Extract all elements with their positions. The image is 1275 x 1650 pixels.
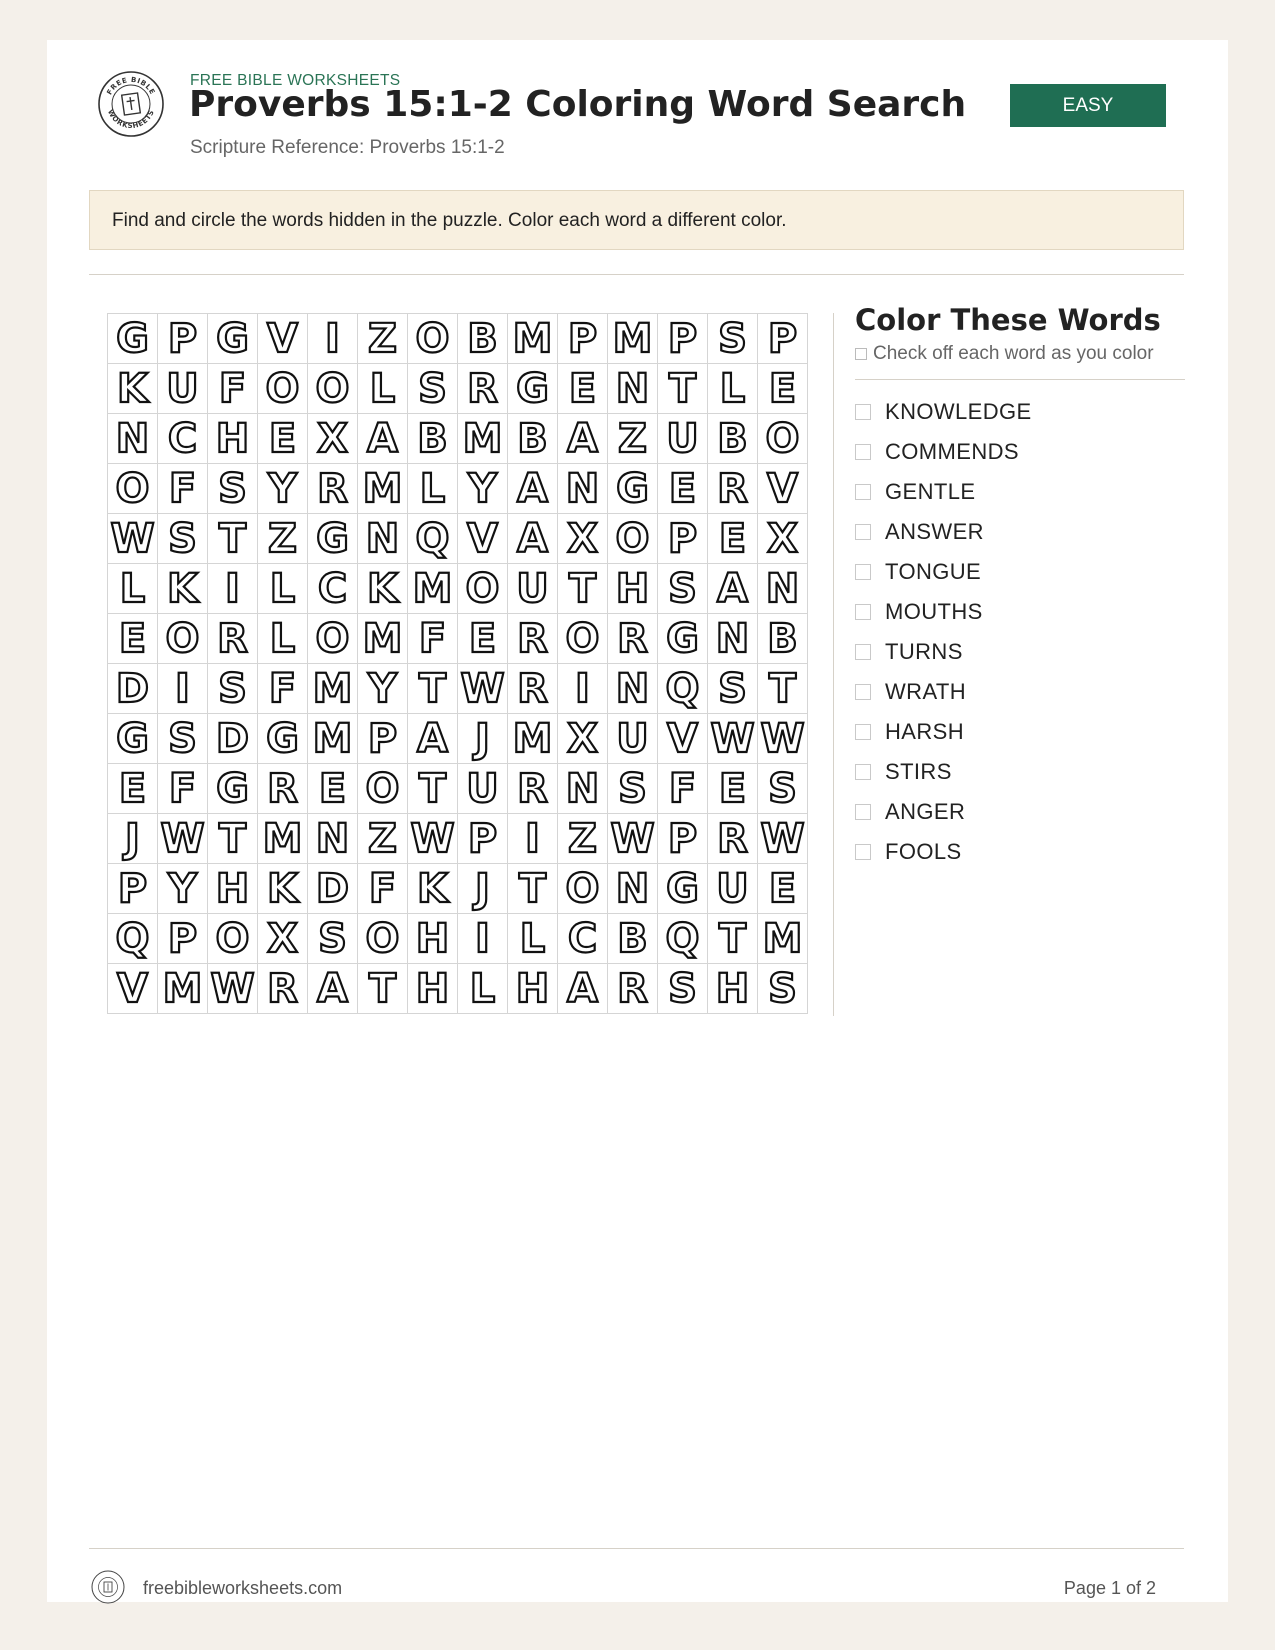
worksheet-page bbox=[47, 40, 1228, 1602]
grid-cell[interactable]: L bbox=[708, 364, 758, 414]
grid-cell[interactable]: E bbox=[308, 764, 358, 814]
grid-cell[interactable]: O bbox=[108, 464, 158, 514]
word-label: GENTLE bbox=[885, 479, 976, 504]
grid-cell[interactable]: I bbox=[158, 664, 208, 714]
word-label: ANSWER bbox=[885, 519, 984, 544]
word-list-item bbox=[855, 832, 1185, 872]
grid-cell[interactable]: N bbox=[308, 814, 358, 864]
grid-cell[interactable]: U bbox=[708, 864, 758, 914]
grid-cell[interactable]: I bbox=[508, 814, 558, 864]
grid-cell[interactable]: C bbox=[308, 564, 358, 614]
grid-cell[interactable]: D bbox=[208, 714, 258, 764]
grid-cell[interactable]: F bbox=[158, 464, 208, 514]
grid-cell[interactable]: P bbox=[658, 514, 708, 564]
grid-cell[interactable]: G bbox=[108, 314, 158, 364]
footer-website-link[interactable]: freebibleworksheets.com bbox=[143, 1578, 343, 1598]
divider bbox=[855, 379, 1185, 380]
grid-cell[interactable]: K bbox=[258, 864, 308, 914]
word-list-item bbox=[855, 552, 1185, 592]
grid-cell[interactable]: R bbox=[608, 964, 658, 1014]
grid-cell[interactable]: L bbox=[258, 564, 308, 614]
grid-cell[interactable]: S bbox=[408, 364, 458, 414]
grid-cell[interactable]: N bbox=[708, 614, 758, 664]
difficulty-badge: EASY bbox=[1010, 84, 1166, 127]
grid-cell[interactable]: N bbox=[758, 564, 808, 614]
grid-cell[interactable]: H bbox=[608, 564, 658, 614]
grid-cell[interactable]: P bbox=[158, 314, 208, 364]
grid-cell[interactable]: R bbox=[458, 364, 508, 414]
grid-cell[interactable]: T bbox=[658, 364, 708, 414]
checkbox-icon bbox=[855, 348, 867, 360]
word-label: MOUTHS bbox=[885, 599, 983, 624]
grid-cell[interactable]: G bbox=[658, 614, 708, 664]
grid-cell[interactable]: G bbox=[508, 364, 558, 414]
grid-cell[interactable]: P bbox=[458, 814, 508, 864]
word-label: ANGER bbox=[885, 799, 966, 824]
grid-cell[interactable]: T bbox=[408, 664, 458, 714]
grid-cell[interactable]: L bbox=[258, 614, 308, 664]
grid-cell[interactable]: Z bbox=[258, 514, 308, 564]
grid-cell[interactable]: P bbox=[358, 714, 408, 764]
grid-cell[interactable]: Y bbox=[358, 664, 408, 714]
grid-cell[interactable]: W bbox=[758, 814, 808, 864]
grid-cell[interactable]: H bbox=[508, 964, 558, 1014]
grid-cell[interactable]: W bbox=[408, 814, 458, 864]
word-list-item bbox=[855, 432, 1185, 472]
word-list-item bbox=[855, 712, 1185, 752]
grid-cell[interactable]: X bbox=[308, 414, 358, 464]
word-checkbox[interactable] bbox=[855, 524, 871, 540]
grid-cell[interactable]: Z bbox=[358, 314, 408, 364]
grid-cell[interactable]: G bbox=[208, 764, 258, 814]
grid-cell[interactable]: G bbox=[208, 314, 258, 364]
word-checkbox[interactable] bbox=[855, 804, 871, 820]
grid-cell[interactable]: H bbox=[708, 964, 758, 1014]
grid-cell[interactable]: W bbox=[108, 514, 158, 564]
grid-cell[interactable]: L bbox=[358, 364, 408, 414]
grid-cell[interactable]: W bbox=[708, 714, 758, 764]
grid-cell[interactable]: W bbox=[208, 964, 258, 1014]
grid-cell[interactable]: Q bbox=[408, 514, 458, 564]
word-checkbox[interactable] bbox=[855, 604, 871, 620]
grid-cell[interactable]: O bbox=[358, 764, 408, 814]
grid-cell[interactable]: E bbox=[108, 614, 158, 664]
grid-cell[interactable]: J bbox=[108, 814, 158, 864]
grid-cell[interactable]: V bbox=[258, 314, 308, 364]
grid-cell[interactable]: O bbox=[408, 314, 458, 364]
word-checkbox[interactable] bbox=[855, 844, 871, 860]
word-checkbox[interactable] bbox=[855, 644, 871, 660]
svg-text:WORKSHEETS: WORKSHEETS bbox=[105, 108, 156, 131]
grid-cell[interactable]: Z bbox=[608, 414, 658, 464]
grid-cell[interactable]: M bbox=[508, 714, 558, 764]
grid-cell[interactable]: Q bbox=[658, 664, 708, 714]
grid-cell[interactable]: M bbox=[508, 314, 558, 364]
grid-cell[interactable]: O bbox=[458, 564, 508, 614]
grid-cell[interactable]: B bbox=[708, 414, 758, 464]
grid-cell[interactable]: T bbox=[208, 814, 258, 864]
grid-cell[interactable]: M bbox=[458, 414, 508, 464]
grid-cell[interactable]: E bbox=[108, 764, 158, 814]
word-list-item bbox=[855, 472, 1185, 512]
grid-cell[interactable]: F bbox=[358, 864, 408, 914]
word-checkbox[interactable] bbox=[855, 724, 871, 740]
grid-cell[interactable]: E bbox=[708, 764, 758, 814]
grid-cell[interactable]: F bbox=[408, 614, 458, 664]
grid-cell[interactable]: A bbox=[358, 414, 408, 464]
grid-cell[interactable]: G bbox=[108, 714, 158, 764]
word-list-item bbox=[855, 752, 1185, 792]
grid-cell[interactable]: R bbox=[208, 614, 258, 664]
grid-cell[interactable]: W bbox=[458, 664, 508, 714]
word-list-item bbox=[855, 512, 1185, 552]
grid-cell[interactable]: N bbox=[608, 864, 658, 914]
grid-cell[interactable]: X bbox=[558, 714, 608, 764]
grid-cell[interactable]: O bbox=[358, 914, 408, 964]
grid-cell[interactable]: G bbox=[658, 864, 708, 914]
grid-cell[interactable]: A bbox=[508, 514, 558, 564]
grid-cell[interactable]: X bbox=[758, 514, 808, 564]
word-search-grid bbox=[107, 313, 808, 1014]
word-checkbox[interactable] bbox=[855, 684, 871, 700]
grid-cell[interactable]: R bbox=[308, 464, 358, 514]
grid-cell[interactable]: I bbox=[458, 914, 508, 964]
grid-cell[interactable]: Y bbox=[458, 464, 508, 514]
brand-name: FREE BIBLE WORKSHEETS bbox=[190, 72, 401, 89]
word-label: STIRS bbox=[885, 759, 952, 784]
grid-cell[interactable]: A bbox=[308, 964, 358, 1014]
grid-cell[interactable]: R bbox=[258, 964, 308, 1014]
grid-cell[interactable]: R bbox=[258, 764, 308, 814]
divider bbox=[89, 274, 1184, 275]
grid-cell[interactable]: E bbox=[258, 414, 308, 464]
grid-cell[interactable]: O bbox=[258, 364, 308, 414]
grid-cell[interactable]: F bbox=[258, 664, 308, 714]
grid-cell[interactable]: U bbox=[458, 764, 508, 814]
word-checkbox[interactable] bbox=[855, 444, 871, 460]
grid-cell[interactable]: O bbox=[308, 614, 358, 664]
grid-cell[interactable]: R bbox=[708, 814, 758, 864]
word-list-item bbox=[855, 592, 1185, 632]
grid-cell[interactable]: U bbox=[608, 714, 658, 764]
grid-cell[interactable]: S bbox=[158, 514, 208, 564]
grid-cell[interactable]: N bbox=[108, 414, 158, 464]
grid-cell[interactable]: F bbox=[208, 364, 258, 414]
grid-cell[interactable]: E bbox=[758, 364, 808, 414]
grid-cell[interactable]: G bbox=[258, 714, 308, 764]
page-title: Proverbs 15:1-2 Coloring Word Search bbox=[189, 84, 967, 125]
grid-cell[interactable]: Z bbox=[358, 814, 408, 864]
grid-cell[interactable]: T bbox=[708, 914, 758, 964]
grid-cell[interactable]: K bbox=[108, 364, 158, 414]
grid-cell[interactable]: S bbox=[208, 464, 258, 514]
grid-cell[interactable]: T bbox=[758, 664, 808, 714]
grid-cell[interactable]: L bbox=[108, 564, 158, 614]
grid-cell[interactable]: B bbox=[508, 414, 558, 464]
grid-cell[interactable]: M bbox=[308, 714, 358, 764]
grid-cell[interactable]: M bbox=[258, 814, 308, 864]
grid-cell[interactable]: W bbox=[608, 814, 658, 864]
grid-cell[interactable]: Q bbox=[108, 914, 158, 964]
grid-cell[interactable]: Z bbox=[558, 814, 608, 864]
word-label: COMMENDS bbox=[885, 439, 1019, 464]
grid-cell[interactable]: Q bbox=[658, 914, 708, 964]
word-checkbox[interactable] bbox=[855, 564, 871, 580]
word-list-hint bbox=[855, 343, 1185, 365]
scripture-reference: Scripture Reference: Proverbs 15:1-2 bbox=[190, 137, 505, 158]
grid-cell[interactable]: L bbox=[408, 464, 458, 514]
grid-cell[interactable]: S bbox=[708, 314, 758, 364]
grid-cell[interactable]: Y bbox=[158, 864, 208, 914]
word-list-item bbox=[855, 792, 1185, 832]
grid-cell[interactable]: L bbox=[458, 964, 508, 1014]
grid-cell[interactable]: N bbox=[608, 364, 658, 414]
grid-cell[interactable]: S bbox=[208, 664, 258, 714]
vertical-divider bbox=[833, 313, 834, 1016]
grid-cell[interactable]: H bbox=[208, 414, 258, 464]
grid-cell[interactable]: U bbox=[658, 414, 708, 464]
hint-text: Check off each word as you color bbox=[873, 343, 1154, 364]
grid-cell[interactable]: P bbox=[658, 814, 708, 864]
grid-cell[interactable]: F bbox=[658, 764, 708, 814]
grid-cell[interactable]: B bbox=[458, 314, 508, 364]
word-label: HARSH bbox=[885, 719, 965, 744]
grid-cell[interactable]: C bbox=[558, 914, 608, 964]
word-list bbox=[855, 392, 1185, 872]
word-checkbox[interactable] bbox=[855, 764, 871, 780]
grid-cell[interactable]: D bbox=[108, 664, 158, 714]
page-number: Page 1 of 2 bbox=[1063, 1578, 1156, 1598]
grid-cell[interactable]: R bbox=[708, 464, 758, 514]
word-list-item bbox=[855, 392, 1185, 432]
grid-cell[interactable]: M bbox=[358, 614, 408, 664]
grid-cell[interactable]: S bbox=[658, 964, 708, 1014]
word-list-item bbox=[855, 632, 1185, 672]
grid-cell[interactable]: N bbox=[358, 514, 408, 564]
word-label: WRATH bbox=[885, 679, 967, 704]
grid-cell[interactable]: P bbox=[158, 914, 208, 964]
grid-cell[interactable]: N bbox=[558, 464, 608, 514]
grid-cell[interactable]: P bbox=[758, 314, 808, 364]
grid-cell[interactable]: T bbox=[358, 964, 408, 1014]
grid-cell[interactable]: R bbox=[508, 764, 558, 814]
grid-cell[interactable]: U bbox=[158, 364, 208, 414]
grid-cell[interactable]: O bbox=[158, 614, 208, 664]
grid-cell[interactable]: A bbox=[558, 414, 608, 464]
grid-cell[interactable]: S bbox=[608, 764, 658, 814]
grid-cell[interactable]: S bbox=[758, 764, 808, 814]
grid-cell[interactable]: O bbox=[758, 414, 808, 464]
grid-cell[interactable]: M bbox=[408, 564, 458, 614]
grid-cell[interactable]: K bbox=[158, 564, 208, 614]
grid-cell[interactable]: O bbox=[558, 864, 608, 914]
grid-cell[interactable]: S bbox=[158, 714, 208, 764]
instructions-box: Find and circle the words hidden in the puzzle. Color each word a different color. bbox=[89, 190, 1184, 250]
grid-cell[interactable]: H bbox=[408, 964, 458, 1014]
grid-cell[interactable]: X bbox=[558, 514, 608, 564]
grid-cell[interactable]: D bbox=[308, 864, 358, 914]
grid-cell[interactable]: S bbox=[758, 964, 808, 1014]
grid-cell[interactable]: B bbox=[608, 914, 658, 964]
grid-cell[interactable]: A bbox=[708, 564, 758, 614]
grid-cell[interactable]: X bbox=[258, 914, 308, 964]
grid-cell[interactable]: S bbox=[708, 664, 758, 714]
grid-cell[interactable]: T bbox=[558, 564, 608, 614]
bible-logo-icon bbox=[91, 1570, 125, 1604]
word-label: TURNS bbox=[885, 639, 963, 664]
grid-cell[interactable]: P bbox=[558, 314, 608, 364]
grid-cell[interactable]: B bbox=[758, 614, 808, 664]
grid-cell[interactable]: W bbox=[758, 714, 808, 764]
grid-cell[interactable]: R bbox=[508, 614, 558, 664]
grid-cell[interactable]: M bbox=[308, 664, 358, 714]
grid-cell[interactable]: V bbox=[758, 464, 808, 514]
grid-cell[interactable]: E bbox=[758, 864, 808, 914]
grid-cell[interactable]: M bbox=[358, 464, 408, 514]
word-checkbox[interactable] bbox=[855, 404, 871, 420]
grid-cell[interactable]: I bbox=[208, 564, 258, 614]
grid-cell[interactable]: S bbox=[308, 914, 358, 964]
bible-logo-icon bbox=[97, 70, 165, 138]
grid-cell[interactable]: E bbox=[708, 514, 758, 564]
grid-cell[interactable]: B bbox=[408, 414, 458, 464]
grid-cell[interactable]: T bbox=[208, 514, 258, 564]
grid-cell[interactable]: R bbox=[508, 664, 558, 714]
grid-cell[interactable]: O bbox=[608, 514, 658, 564]
grid-cell[interactable]: M bbox=[608, 314, 658, 364]
grid-cell[interactable]: E bbox=[458, 614, 508, 664]
grid-cell[interactable]: V bbox=[658, 714, 708, 764]
grid-cell[interactable]: S bbox=[658, 564, 708, 614]
word-label: TONGUE bbox=[885, 559, 982, 584]
grid-cell[interactable]: R bbox=[608, 614, 658, 664]
grid-cell[interactable]: V bbox=[458, 514, 508, 564]
grid-cell[interactable]: W bbox=[158, 814, 208, 864]
word-list-title: Color These Words bbox=[855, 303, 1161, 337]
grid-cell[interactable]: K bbox=[358, 564, 408, 614]
word-list-panel bbox=[855, 303, 1185, 872]
svg-text:FREE BIBLE: FREE BIBLE bbox=[105, 75, 157, 97]
footer-divider bbox=[89, 1548, 1184, 1549]
grid-cell[interactable]: E bbox=[558, 364, 608, 414]
grid-cell[interactable]: P bbox=[658, 314, 708, 364]
word-checkbox[interactable] bbox=[855, 484, 871, 500]
grid-cell[interactable]: N bbox=[608, 664, 658, 714]
grid-cell[interactable]: O bbox=[308, 364, 358, 414]
grid-cell[interactable]: H bbox=[408, 914, 458, 964]
word-list-item bbox=[855, 672, 1185, 712]
grid-cell[interactable]: L bbox=[508, 914, 558, 964]
grid-cell[interactable]: K bbox=[408, 864, 458, 914]
grid-cell[interactable]: Y bbox=[258, 464, 308, 514]
grid-cell[interactable]: M bbox=[158, 964, 208, 1014]
grid-cell[interactable]: U bbox=[508, 564, 558, 614]
grid-cell[interactable]: A bbox=[558, 964, 608, 1014]
word-label: FOOLS bbox=[885, 839, 962, 864]
word-label: KNOWLEDGE bbox=[885, 399, 1032, 424]
grid-cell[interactable]: J bbox=[458, 714, 508, 764]
grid-cell[interactable]: G bbox=[308, 514, 358, 564]
grid-cell[interactable]: J bbox=[458, 864, 508, 914]
grid-cell[interactable]: O bbox=[208, 914, 258, 964]
grid-cell[interactable]: O bbox=[558, 614, 608, 664]
grid-cell[interactable]: V bbox=[108, 964, 158, 1014]
grid-cell[interactable]: P bbox=[108, 864, 158, 914]
grid-cell[interactable]: I bbox=[558, 664, 608, 714]
grid-cell[interactable]: I bbox=[308, 314, 358, 364]
grid-cell[interactable]: F bbox=[158, 764, 208, 814]
grid-cell[interactable]: C bbox=[158, 414, 208, 464]
grid-cell[interactable]: M bbox=[758, 914, 808, 964]
grid-cell[interactable]: G bbox=[608, 464, 658, 514]
grid-cell[interactable]: N bbox=[558, 764, 608, 814]
grid-cell[interactable]: H bbox=[208, 864, 258, 914]
grid-cell[interactable]: A bbox=[508, 464, 558, 514]
grid-cell[interactable]: E bbox=[658, 464, 708, 514]
grid-cell[interactable]: A bbox=[408, 714, 458, 764]
grid-cell[interactable]: T bbox=[408, 764, 458, 814]
grid-cell[interactable]: T bbox=[508, 864, 558, 914]
